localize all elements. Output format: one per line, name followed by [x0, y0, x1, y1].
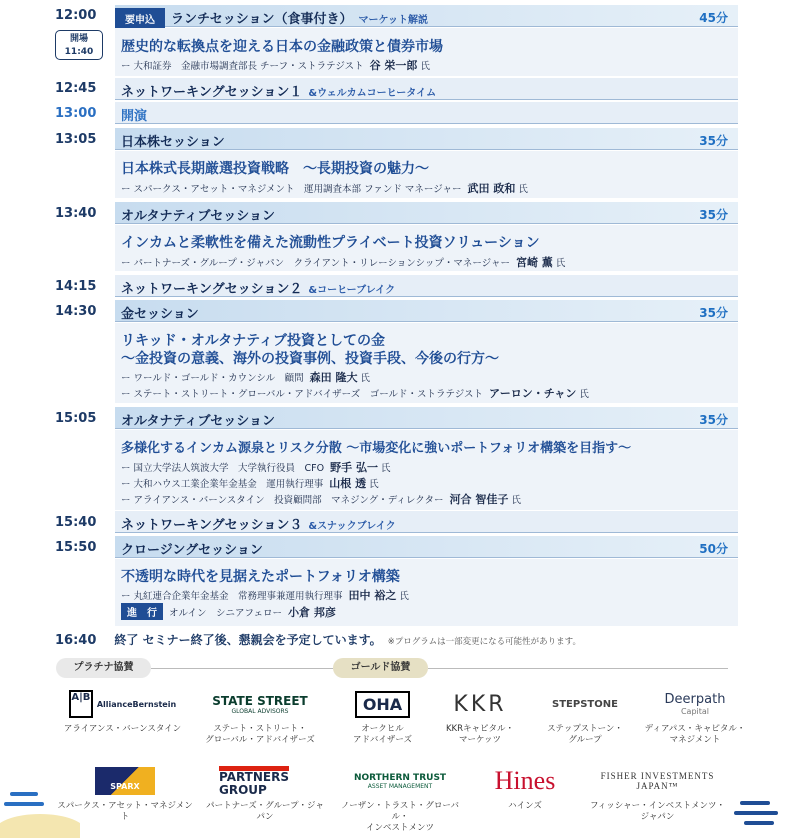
- logo-deerpath: Deerpath Capital ディアパス・キャピタル・ マネジメント: [644, 692, 746, 745]
- time: 12:45: [55, 81, 97, 96]
- session-title: ネットワーキングセッション２ &コーヒーブレイク: [121, 282, 396, 297]
- logo-fisher: FISHER INVESTMENTS JAPAN™ フィッシャー・インベストメンツ・ ジャパン: [589, 771, 726, 822]
- divider: [151, 668, 333, 669]
- speaker: ー パートナーズ・グループ・ジャパン クライアント・リレーションシップ・マネージャー 宮崎 薫 氏: [121, 256, 566, 269]
- talk-title: インカムと柔軟性を備えた流動性プライベート投資ソリューション: [121, 235, 540, 251]
- session-title: クロージングセッション: [121, 543, 263, 558]
- logo-hines: Hines ハインズ: [494, 766, 556, 811]
- session-bar: [115, 407, 738, 429]
- speaker: ー 大和ハウス工業企業年金基金 運用執行理事 山根 透 氏: [121, 477, 379, 490]
- logo-partners-group: PARTNERS GROUP パートナーズ・グループ・ジャパン: [205, 765, 325, 823]
- logo-oha: OHA オークヒル アドバイザーズ: [340, 688, 425, 746]
- divider: [428, 668, 728, 669]
- cloud-decoration-icon: [730, 795, 786, 838]
- speaker: ー ステート・ストリート・グローバル・アドバイザーズ ゴールド・ストラテジスト アーロン・チャン 氏: [121, 387, 589, 400]
- time: 15:05: [55, 411, 97, 426]
- session-title: オルタナティブセッション: [121, 209, 276, 224]
- speaker: ー スパークス・アセット・マネジメント 運用調査本部 ファンド マネージャー 武田 政和 氏: [121, 182, 528, 195]
- time: 13:05: [55, 132, 97, 147]
- talk-title: 多様化するインカム源泉とリスク分散 〜市場変化に強いポートフォリオ構築を目指す〜: [121, 441, 632, 456]
- session-title: [115, 8, 428, 29]
- time: 12:00: [55, 8, 97, 23]
- session-title: 開演: [121, 109, 148, 124]
- session-bar: [115, 300, 738, 322]
- session-bar: [115, 5, 738, 27]
- speaker: ー 大和証券 金融市場調査部長 チーフ・ストラテジスト 谷 栄一郎 氏: [121, 59, 430, 72]
- duration: 45分: [699, 11, 728, 25]
- time: 15:50: [55, 540, 97, 555]
- session-title: オルタナティブセッション: [121, 414, 276, 429]
- speaker: ー 国立大学法人筑波大学 大学執行役員 CFO 野手 弘一 氏: [121, 461, 391, 474]
- gold-label: ゴールド協賛: [333, 658, 428, 678]
- door-open-badge: 開場 11:40: [55, 30, 103, 60]
- duration: 35分: [699, 413, 728, 427]
- session-title: 金セッション: [121, 307, 199, 322]
- talk-title: 歴史的な転換点を迎える日本の金融政策と債券市場: [121, 39, 443, 55]
- logo-alliancebernstein: A|B AllianceBernstein アライアンス・バーンスタイン: [63, 692, 182, 734]
- duration: 50分: [699, 542, 728, 556]
- moderator: 進 行 オルイン シニアフェロー 小倉 邦彦: [121, 603, 336, 620]
- logo-sparx: SPARX スパークス・アセット・マネジメント: [55, 765, 195, 823]
- session-title: ネットワーキングセッション３ &スナックブレイク: [121, 518, 396, 533]
- logo-statestreet: STATE STREET GLOBAL ADVISORS ステート・ストリート・ グローバル・アドバイザーズ: [205, 693, 315, 745]
- session-name: ランチセッション（食事付き）: [171, 12, 353, 27]
- session-bar: [115, 78, 738, 100]
- speaker: ー 丸紅連合企業年金基金 常務理事兼運用執行理事 田中 裕之 氏: [121, 589, 409, 602]
- logo-kkr: KKR KKRキャピタル・ マーケッツ: [445, 691, 515, 745]
- speaker: ー ワールド・ゴールド・カウンシル 顧問 森田 隆大 氏: [121, 371, 371, 384]
- talk-subtitle: 〜金投資の意義、海外の投資事例、投資手段、今後の行方〜: [121, 351, 499, 367]
- end-row: 16:40 終了 セミナー終了後、懇親会を予定しています。 ※プログラムは一部変更になる可能性があります。: [55, 633, 581, 648]
- session-bar: [115, 128, 738, 150]
- session-bar: [115, 275, 738, 297]
- time: 13:00: [55, 106, 97, 121]
- duration: 35分: [699, 134, 728, 148]
- session-title: 日本株セッション: [121, 135, 225, 150]
- platinum-label: プラチナ協賛: [56, 658, 151, 678]
- duration: 35分: [699, 208, 728, 222]
- session-sub: マーケット解説: [358, 15, 428, 26]
- session-bar: [115, 536, 738, 558]
- time: 13:40: [55, 206, 97, 221]
- talk-title: 不透明な時代を見据えたポートフォリオ構築: [121, 569, 400, 585]
- registration-tag: 要申込: [115, 8, 165, 29]
- cloud-decoration-icon: [0, 770, 80, 838]
- session-bar: [115, 511, 738, 533]
- logo-northern-trust: NORTHERN TRUST ASSET MANAGEMENT ノーザン・トラスト・グローバル・ インベストメンツ: [341, 772, 459, 833]
- time: 14:15: [55, 279, 97, 294]
- duration: 35分: [699, 306, 728, 320]
- session-bar: [115, 202, 738, 224]
- logo-stepstone: STEPSTONE ステップストーン・ グループ: [547, 698, 623, 745]
- session-bar: [115, 102, 738, 124]
- speaker: ー アライアンス・バーンスタイン 投資顧問部 マネジング・ディレクター 河合 智佳子 氏: [121, 493, 521, 506]
- session-title: ネットワーキングセッション１ &ウェルカムコーヒータイム: [121, 85, 437, 100]
- talk-title: リキッド・オルタナティブ投資としての金: [121, 333, 386, 349]
- time: 15:40: [55, 515, 97, 530]
- talk-title: 日本株式長期厳選投資戦略 〜長期投資の魅力〜: [121, 161, 429, 177]
- time: 14:30: [55, 304, 97, 319]
